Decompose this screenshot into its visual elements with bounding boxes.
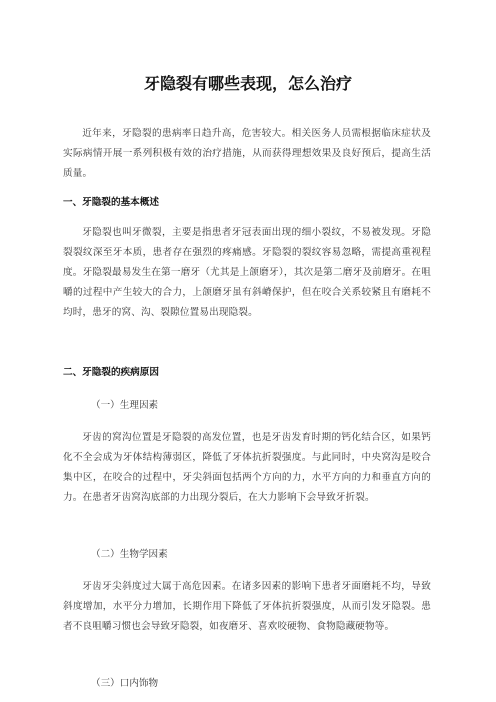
physiological-paragraph: 牙齿的窝沟位置是牙隐裂的高发位置，也是牙齿发育时期的钙化结合区，如果钙化不全会成为牙体结构薄弱区，降低了牙体抗折裂强度。与此同时，中央窝沟是咬合集中区，在咬合的过程中，牙尖斜面包括两个方向的力，水平方向的力和垂直方向的力。在患者牙齿窝沟底部的力出现分裂后，在大力影响下会导致牙折裂。	[63, 432, 431, 503]
subsection-label-oral-ornaments: （三）口内饰物	[91, 678, 159, 689]
subsection-label-biological: （二）生物学因素	[91, 549, 168, 560]
document-title: 牙隐裂有哪些表现，怎么治疗	[143, 74, 352, 93]
subsection-label-physiological: （一）生理因素	[91, 400, 159, 411]
biological-paragraph: 牙齿牙尖斜度过大属于高危因素。在诸多因素的影响下患者牙面磨耗不均，导致斜度增加，水平分力增加，长期作用下降低了牙体抗折裂强度，从而引发牙隐裂。患者不良咀嚼习惯也会导致牙隐裂，如夜磨牙、喜欢咬硬物、食物隐藏硬物等。	[63, 581, 431, 632]
section-heading-overview: 一、牙隐裂的基本概述	[63, 197, 159, 208]
intro-paragraph: 近年来，牙隐裂的患病率日趋升高，危害较大。相关医务人员需根据临床症状及实际病情开展一系列积极有效的治疗措施，从而获得理想效果及良好预后，提高生活质量。	[63, 128, 431, 179]
overview-paragraph: 牙隐裂也叫牙微裂，主要是指患者牙冠表面出现的细小裂纹，不易被发现。牙隐裂裂纹深至牙本质，患者存在强烈的疼痛感。牙隐裂的裂纹容易忽略，需提高重视程度。牙隐裂最易发生在第一磨牙（尤其是上颌磨牙），其次是第二磨牙及前磨牙。在咀嚼的过程中产生较大的合力，上颌磨牙虽有斜嵴保护，但在咬合关系较紧且有磨耗不均时，患牙的窝、沟、裂隙位置易出现隐裂。	[63, 227, 431, 318]
section-heading-causes: 二、牙隐裂的疾病原因	[63, 367, 159, 378]
